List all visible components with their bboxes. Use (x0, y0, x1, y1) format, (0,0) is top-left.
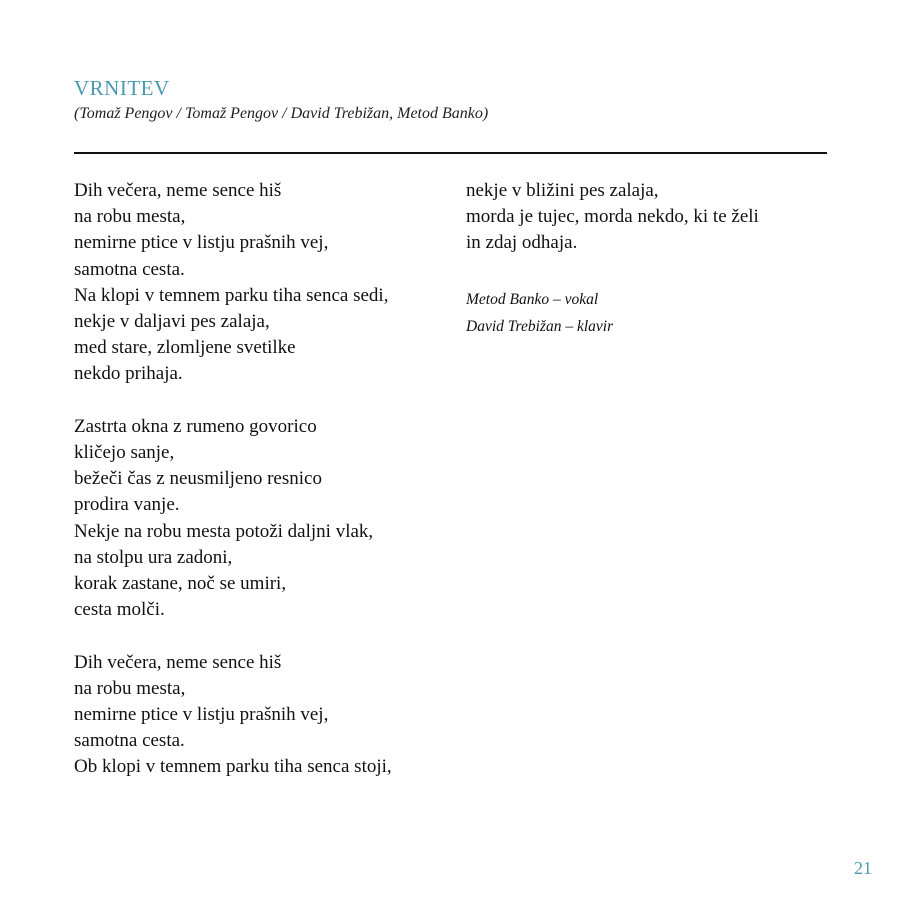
lyric-line: nekje v daljavi pes zalaja, (74, 311, 270, 333)
lyrics-left-column (74, 178, 454, 807)
lyrics-right-column (466, 178, 826, 283)
stanza (74, 650, 454, 781)
lyric-line: nemirne ptice v listju prašnih vej, (74, 232, 329, 254)
lyric-line: Na klopi v temnem parku tiha senca sedi, (74, 284, 389, 306)
page-number: 21 (854, 858, 872, 878)
performer-credit: David Trebižan – klavir (466, 318, 614, 335)
stanza (74, 178, 454, 388)
stanza (74, 414, 454, 624)
lyric-line: nekje v bližini pes zalaja, (466, 180, 659, 201)
lyric-line: Dih večera, neme sence hiš (74, 180, 282, 201)
lyric-line: samotna cesta. (74, 258, 185, 280)
lyric-line: cesta molči. (74, 599, 165, 621)
performers-list (466, 286, 613, 340)
song-credits: (Tomaž Pengov / Tomaž Pengov / David Trebižan, Metod Banko) (74, 105, 489, 122)
performer-credit: Metod Banko – vokal (466, 291, 599, 308)
lyric-line: na robu mesta, (74, 677, 186, 699)
lyric-line: med stare, zlomljene svetilke (74, 337, 296, 359)
lyric-line: nemirne ptice v listju prašnih vej, (74, 704, 329, 726)
lyric-line: Zastrta okna z rumeno govorico (74, 415, 317, 437)
lyric-line: bežeči čas z neusmiljeno resnico (74, 468, 322, 490)
lyric-line: nekdo prihaja. (74, 363, 183, 385)
lyric-line: na robu mesta, (74, 206, 186, 228)
lyric-line: in zdaj odhaja. (466, 232, 578, 254)
lyric-line: prodira vanje. (74, 494, 180, 516)
lyric-line: Nekje na robu mesta potoži daljni vlak, (74, 520, 374, 542)
lyric-line: Dih večera, neme sence hiš (74, 651, 282, 673)
song-title: VRNITEV (74, 76, 170, 100)
lyric-line: morda je tujec, morda nekdo, ki te želi (466, 206, 759, 228)
lyric-line: Ob klopi v temnem parku tiha senca stoji, (74, 756, 392, 778)
lyric-line: na stolpu ura zadoni, (74, 546, 233, 568)
lyric-line: korak zastane, noč se umiri, (74, 573, 287, 595)
lyric-line: kličejo sanje, (74, 442, 175, 464)
horizontal-divider (74, 152, 827, 154)
stanza (466, 178, 826, 257)
lyric-line: samotna cesta. (74, 730, 185, 752)
